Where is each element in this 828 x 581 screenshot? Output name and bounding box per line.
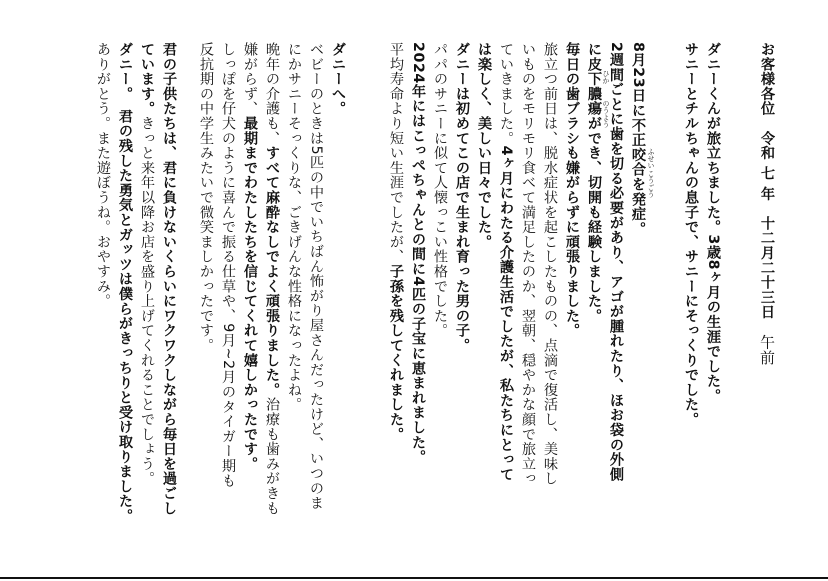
story-paragraph-5b: いものをモリモリ食べて満足したのか、翌朝、穏やかな顔で旅立っ [520,42,536,486]
announcement-line-1: ダニーくんが旅立ちました。3歳8ヶ月の生涯でした。 [705,42,721,404]
furigana-kougou: こうごう [647,170,655,198]
story-9-bold: 子孫を残してくれました。 [388,264,404,442]
furigana-nouyou: のうよう [602,100,610,128]
bottom-border-line [0,577,828,579]
header-line [756,42,778,366]
letter-line-2: にかサニーそっくりな、ごきげんな性格になったよね。 [286,42,302,412]
story-paragraph-8: 2024年にはこっぺちゃんとの間に4匹の子宝に恵まれました。 [410,42,426,465]
story-9-normal: 平均寿命より短い生涯でしたが、 [388,42,404,264]
letter-8-bold: ています。 [139,42,155,116]
announcement-line-2: サニーとチルちゃんの息子で、サニーにそっくりでした。 [683,42,699,427]
story-paragraph-5c [495,42,517,482]
salutation: お客様各位 [759,42,775,116]
letter-9-bold-1: ダニー。 [117,42,133,95]
letter-line-9 [114,42,136,523]
letter-line-7: 君の子供たちは、君に負けないくらいにワクワクしながら毎日を過ごし [161,42,177,516]
story-paragraph-5a: 旅立つ前日は、脱水症状を起こしたものの、点滴で復活し、美味し [542,42,558,486]
story-5c-bold: 4ヶ月にわたる介護生活でしたが、私たちにとって [498,145,514,482]
letter-8-normal: きっと来年以降お店を盛り上げてくれることでしょう。 [139,116,155,486]
story-paragraph-1: 8月23日に不正咬合を発症。 [630,42,646,237]
furigana-fusei: ふせい [647,148,655,169]
story-paragraph-2: 2週間ごとに歯を切る必要があり、アゴが腫れたり、ほお袋の外側 [608,42,624,482]
letter-4-normal: 嫌がらず、 [242,42,258,116]
letter-3-tail: 治療も歯みがきも [264,397,280,516]
time-of-day: 午前 [758,334,776,366]
story-paragraph-9 [385,42,407,442]
letter-line-1: ベビーのときは5匹の中でいちばん怖がり屋さんだったけど、いつのま [308,42,324,511]
story-paragraph-5d: は楽しく、美しい日々でした。 [476,42,492,250]
letter-line-10: ありがとう。また遊ぼうね。おやすみ。 [95,42,111,309]
letter-line-4 [239,42,261,471]
letter-line-8 [136,42,158,486]
letter-line-3 [261,42,283,516]
furigana-hika: ひか [602,70,610,84]
story-paragraph-3: に皮下膿瘍ができ、切開も経験しました。 [586,42,602,324]
story-paragraph-7: パパのサニーに似て人懐っこい性格でした。 [432,42,448,338]
letter-3-normal: 晩年の介護も、 [264,42,280,146]
letter-salutation: ダニーへ。 [330,42,346,116]
letter-4-bold: 最期までわたしたちを信じてくれて嬉しかったです。 [242,116,258,472]
letter-3-bold: すべて麻酔なしでよく頑張りました。 [264,145,280,398]
story-paragraph-4: 毎日の歯ブラシも嫌がらずに頑張りました。 [564,42,580,338]
letter-line-5: しっぽを仔犬のように喜んで振る仕草や、9月~2月のタイガー期も [220,42,236,489]
story-5c-normal: ていきました。 [498,42,514,146]
story-paragraph-6: ダニーは初めてこの店で生まれ育った男の子。 [454,42,470,353]
date: 令和 七 年 十二月二十三日 [759,130,775,320]
letter-9-bold-2: 君の残した勇気とガッツは僕らがきっちりと受け取りました。 [117,108,133,524]
letter-line-6: 反抗期の中学生みたいで微笑ましかったです。 [198,42,214,353]
